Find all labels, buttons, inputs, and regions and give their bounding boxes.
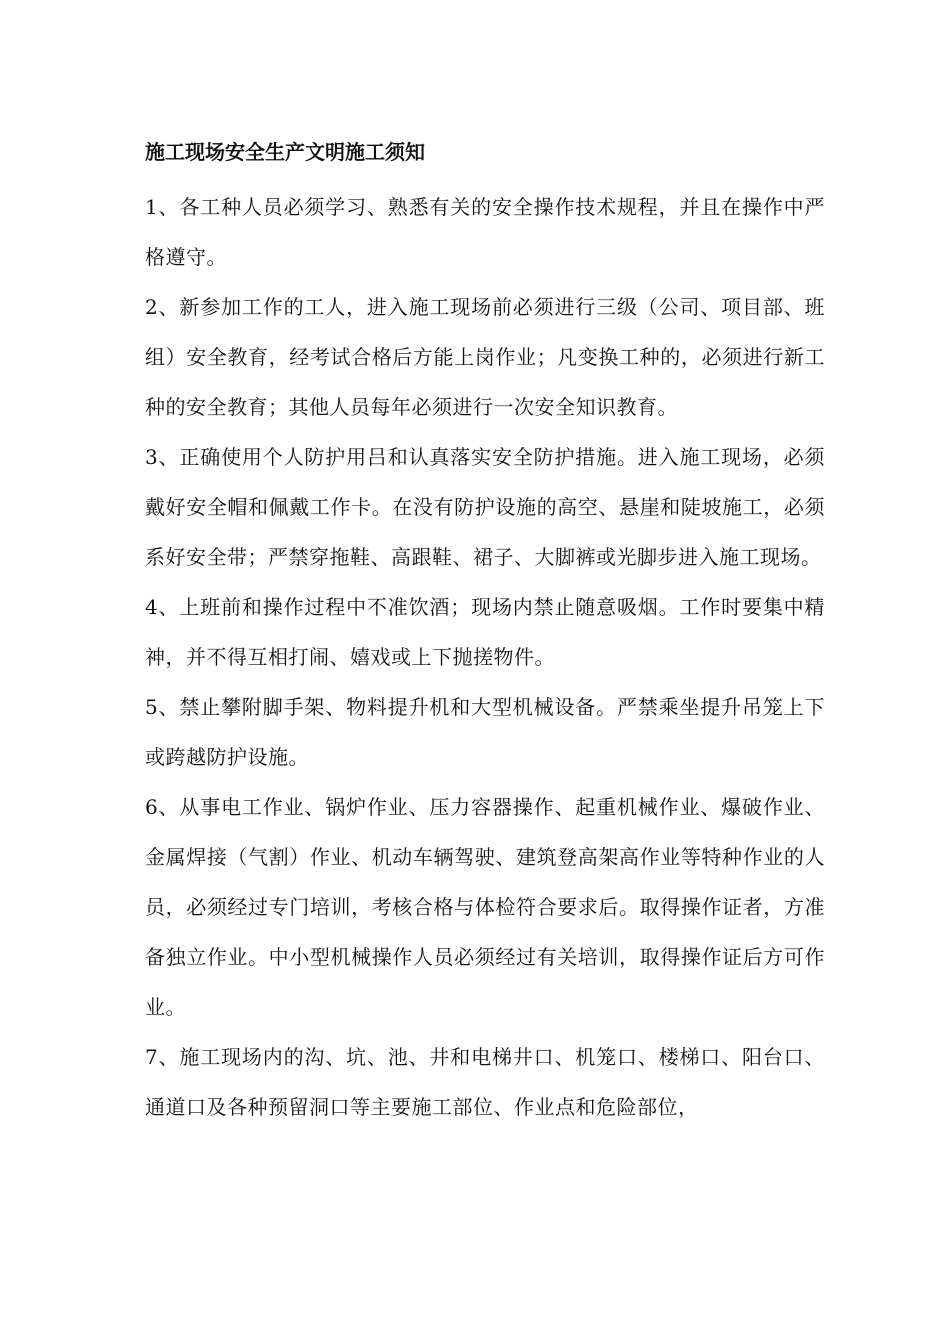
paragraph-7: 7、施工现场内的沟、坑、池、井和电梯井口、机笼口、楼梯口、阳台口、通道口及各种预留洞口等主要施工部位、作业点和危险部位， [145,1045,825,1119]
paragraph-2: 2、新参加工作的工人，进入施工现场前必须进行三级（公司、项目部、班组）安全教育，经考试合格后方能上岗作业；凡变换工种的，必须进行新工种的安全教育；其他人员每年必须进行一次安全知识教育。 [145,295,825,419]
paragraph-6: 6、从事电工作业、锅炉作业、压力容器操作、起重机械作业、爆破作业、金属焊接（气割）作业、机动车辆驾驶、建筑登高架高作业等特种作业的人员，必须经过专门培训，考核合格与体检符合要求后。取得操作证者，方准备独立作业。中小型机械操作人员必须经过有关培训，取得操作证后方可作业。 [145,795,825,1019]
paragraph-3: 3、正确使用个人防护用吕和认真落实安全防护措施。进入施工现场，必须戴好安全帽和佩戴工作卡。在没有防护设施的高空、悬崖和陡坡施工，必须系好安全带；严禁穿拖鞋、高跟鞋、裙子、大脚裤或光脚步进入施工现场。 [145,445,825,569]
paragraph-5: 5、禁止攀附脚手架、物料提升机和大型机械设备。严禁乘坐提升吊笼上下或跨越防护设施。 [145,695,825,769]
document-body [145,132,825,1132]
paragraph-4: 4、上班前和操作过程中不准饮酒；现场内禁止随意吸烟。工作时要集中精神，并不得互相打闹、嬉戏或上下抛搓物件。 [145,595,825,669]
document-title: 施工现场安全生产文明施工须知 [145,140,425,164]
paragraph-1: 1、各工种人员必须学习、熟悉有关的安全操作技术规程，并且在操作中严格遵守。 [145,195,825,269]
